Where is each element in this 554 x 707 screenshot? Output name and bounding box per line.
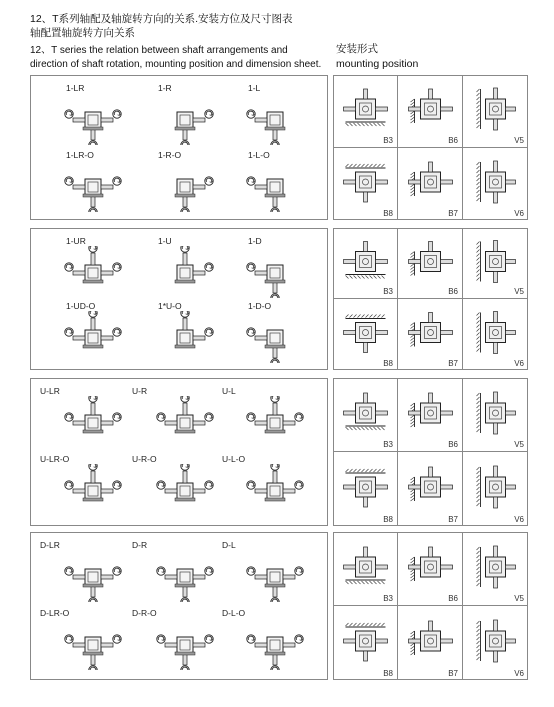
gearbox-arrangement-drawing — [244, 160, 306, 212]
gearbox-symbol — [62, 618, 124, 670]
gearbox-symbol — [244, 93, 306, 145]
gearbox-arrangement-drawing — [62, 550, 124, 602]
mounting-position-cell — [463, 228, 528, 299]
gearbox-arrangement-drawing — [154, 396, 216, 448]
arrangement-label: U-LR — [40, 386, 60, 396]
mounting-position-cell — [398, 148, 463, 221]
mounting-position-label: V5 — [514, 135, 524, 145]
mounting-position-cell — [398, 75, 463, 148]
gearbox-symbol — [62, 464, 124, 516]
gearbox-arrangement-drawing — [244, 550, 306, 602]
mounting-position-cell — [333, 452, 398, 526]
mounting-position-label: V6 — [514, 669, 524, 678]
gearbox-arrangement-drawing — [62, 311, 124, 363]
arrangement-label: 1-R — [158, 83, 172, 93]
gearbox-symbol — [154, 246, 216, 298]
gearbox-arrangement-drawing — [62, 246, 124, 298]
arrangement-label: 1*U-O — [158, 301, 182, 311]
mounting-position-label: B8 — [383, 359, 393, 368]
gearbox-arrangement-drawing — [154, 311, 216, 363]
mounting-position-label: B3 — [383, 440, 393, 449]
arrangement-label: D-L-O — [222, 608, 246, 618]
gearbox-arrangement-drawing — [154, 246, 216, 298]
mounting-position-label: B7 — [448, 515, 458, 524]
gearbox-symbol — [244, 246, 306, 298]
gearbox-symbol — [154, 618, 216, 670]
mounting-position-label: B6 — [448, 440, 458, 449]
gearbox-symbol — [154, 311, 216, 363]
gearbox-symbol — [244, 464, 306, 516]
gearbox-symbol — [62, 93, 124, 145]
arrangement-label: 1-U — [158, 236, 172, 246]
gearbox-symbol — [62, 160, 124, 212]
arrangement-label: D-LR-O — [40, 608, 70, 618]
gearbox-symbol — [244, 618, 306, 670]
arrangement-label: 1-L-O — [248, 150, 270, 160]
arrangement-label: 1-R-O — [158, 150, 182, 160]
mounting-position-label: B8 — [383, 209, 393, 218]
gearbox-arrangement-drawing — [244, 464, 306, 516]
mounting-position-label: B7 — [448, 209, 458, 218]
mounting-position-cell — [333, 606, 398, 680]
gearbox-arrangement-drawing — [62, 618, 124, 670]
gearbox-arrangement-drawing — [244, 396, 306, 448]
gearbox-symbol — [154, 160, 216, 212]
mounting-position-cell — [333, 148, 398, 221]
gearbox-arrangement-drawing — [154, 464, 216, 516]
mounting-position-label: B6 — [448, 135, 458, 145]
mounting-position-cell — [398, 299, 463, 370]
arrangement-label: U-L-O — [222, 454, 246, 464]
mounting-title-en: mounting position — [336, 58, 419, 70]
arrangement-label: U-L — [222, 386, 236, 396]
gearbox-symbol — [244, 550, 306, 602]
gearbox-arrangement-drawing — [244, 93, 306, 145]
mounting-position-label: B7 — [448, 669, 458, 678]
mounting-position-cell — [463, 75, 528, 148]
gearbox-arrangement-drawing — [62, 396, 124, 448]
gearbox-arrangement-drawing — [244, 246, 306, 298]
arrangement-label: U-R — [132, 386, 148, 396]
gearbox-arrangement-drawing — [62, 93, 124, 145]
mounting-position-label: B8 — [383, 669, 393, 678]
mounting-position-label: B3 — [383, 135, 393, 145]
mounting-position-label: B3 — [383, 287, 393, 296]
arrangement-label: 1-LR — [66, 83, 85, 93]
mounting-position-cell — [333, 532, 398, 606]
mounting-position-cell — [398, 378, 463, 452]
mounting-position-cell — [463, 148, 528, 221]
arrangement-label: 1-LR-O — [66, 150, 94, 160]
mounting-position-label: B7 — [448, 359, 458, 368]
mounting-position-cell — [398, 228, 463, 299]
gearbox-symbol — [154, 464, 216, 516]
mounting-position-label: B3 — [383, 594, 393, 603]
mounting-position-cell — [463, 299, 528, 370]
mounting-position-cell — [333, 378, 398, 452]
gearbox-symbol — [244, 396, 306, 448]
arrangement-label: D-L — [222, 540, 236, 550]
mounting-position-cell — [333, 299, 398, 370]
mounting-position-cell — [333, 75, 398, 148]
mounting-title-cn: 安装形式 — [336, 43, 378, 55]
mounting-position-cell — [463, 378, 528, 452]
mounting-position-cell — [463, 532, 528, 606]
gearbox-arrangement-drawing — [154, 160, 216, 212]
mounting-position-cell — [398, 452, 463, 526]
arrangement-label: 1-L — [248, 83, 261, 93]
gearbox-arrangement-drawing — [244, 618, 306, 670]
arrangement-label: D-R-O — [132, 608, 157, 618]
mounting-position-label: V6 — [514, 359, 524, 368]
arrangement-label: D-R — [132, 540, 148, 550]
arrangement-label: D-LR — [40, 540, 60, 550]
gearbox-symbol — [154, 396, 216, 448]
mounting-position-label: B8 — [383, 515, 393, 524]
gearbox-arrangement-drawing — [154, 618, 216, 670]
chinese-subtitle: 轴配置轴旋转方向关系 — [30, 27, 135, 39]
mounting-position-label: V6 — [514, 209, 524, 218]
mounting-position-label: B6 — [448, 287, 458, 296]
mounting-position-cell — [398, 532, 463, 606]
mounting-position-label: V6 — [514, 515, 524, 524]
gearbox-arrangement-drawing — [62, 464, 124, 516]
mounting-position-label: V5 — [514, 287, 524, 296]
arrangement-label: 1-UD-O — [66, 301, 96, 311]
gearbox-symbol — [244, 311, 306, 363]
mounting-position-cell — [463, 606, 528, 680]
arrangement-label: 1-D-O — [248, 301, 272, 311]
gearbox-symbol — [62, 396, 124, 448]
mounting-position-label: B6 — [448, 594, 458, 603]
gearbox-symbol — [62, 550, 124, 602]
english-title-line2: direction of shaft rotation, mounting position and dimension sheet. — [30, 59, 322, 70]
gearbox-arrangement-drawing — [244, 311, 306, 363]
gearbox-symbol — [154, 550, 216, 602]
mounting-position-label: V5 — [514, 594, 524, 603]
mounting-position-cell — [398, 606, 463, 680]
arrangement-label: 1-UR — [66, 236, 86, 246]
arrangement-label: U-LR-O — [40, 454, 70, 464]
gearbox-arrangement-drawing — [154, 93, 216, 145]
chinese-title: 12、T系列轴配及轴旋转方向的关系.安装方位及尺寸图表 — [30, 13, 293, 25]
mounting-position-cell — [333, 228, 398, 299]
gearbox-symbol — [154, 93, 216, 145]
mounting-position-cell — [463, 452, 528, 526]
gearbox-symbol — [62, 246, 124, 298]
gearbox-symbol — [244, 160, 306, 212]
gearbox-arrangement-drawing — [154, 550, 216, 602]
gearbox-arrangement-drawing — [62, 160, 124, 212]
arrangement-label: 1-D — [248, 236, 262, 246]
mounting-position-label: V5 — [514, 440, 524, 449]
gearbox-symbol — [62, 311, 124, 363]
english-title-line1: 12、T series the relation between shaft arrangements and — [30, 45, 288, 56]
arrangement-label: U-R-O — [132, 454, 157, 464]
